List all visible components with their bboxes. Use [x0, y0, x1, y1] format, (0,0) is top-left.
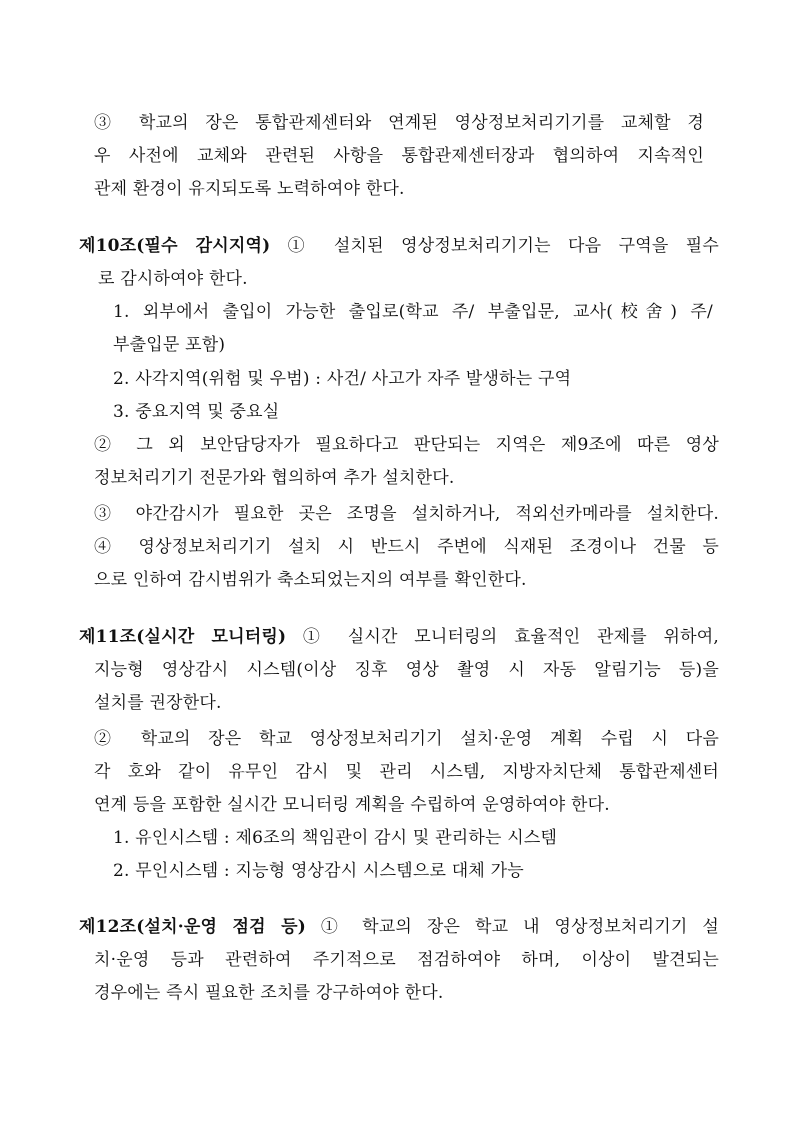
text-line	[113, 827, 557, 849]
text-line	[113, 860, 524, 882]
text-line	[113, 401, 279, 423]
line-text: 설치를 권장한다.	[94, 693, 222, 713]
line-text: 각 호와 같이 유무인 감시 및 관리 시스템, 지방자치단체 통합관제센터	[94, 762, 719, 782]
text-line	[98, 268, 248, 290]
text-line	[94, 659, 719, 681]
line-text: 정보처리기기 전문가와 협의하여 추가 설치한다.	[94, 468, 455, 488]
line-text: 1. 외부에서 출입이 가능한 출입로(학교 주/ 부출입문, 교사(校舍) 주/	[113, 302, 713, 322]
text-line	[94, 112, 704, 134]
text-line	[94, 692, 222, 714]
line-text: ① 실시간 모니터링의 효율적인 관제를 위하여,	[286, 627, 719, 647]
line-text: ③ 야간감시가 필요한 곳은 조명을 설치하거나, 적외선카메라를 설치한다.	[94, 504, 719, 524]
article-heading: 제10조(필수 감시지역)	[79, 236, 271, 256]
text-line	[94, 503, 719, 525]
text-line	[94, 728, 719, 750]
line-text: 경우에는 즉시 필요한 조치를 강구하여야 한다.	[94, 983, 444, 1003]
text-line	[94, 569, 527, 591]
text-line	[94, 434, 719, 456]
text-line	[94, 145, 704, 167]
article-heading: 제11조(실시간 모니터링)	[79, 627, 287, 647]
line-text: 으로 인하여 감시범위가 축소되었는지의 여부를 확인한다.	[94, 570, 527, 590]
text-line	[94, 794, 610, 816]
text-line	[113, 334, 225, 356]
text-line	[113, 301, 713, 323]
line-text: 지능형 영상감시 시스템(이상 징후 영상 촬영 시 자동 알림기능 등)을	[94, 660, 719, 680]
text-line	[79, 626, 719, 648]
line-text: ③ 학교의 장은 통합관제센터와 연계된 영상정보처리기기를 교체할 경	[94, 113, 704, 133]
line-text: 연계 등을 포함한 실시간 모니터링 계획을 수립하여 운영하여야 한다.	[94, 795, 610, 815]
text-line	[94, 949, 719, 971]
line-text: ① 학교의 장은 학교 내 영상정보처리기기 설	[306, 917, 719, 937]
text-line	[94, 178, 405, 200]
text-line	[79, 235, 719, 257]
line-text: 1. 유인시스템 : 제6조의 책임관이 감시 및 관리하는 시스템	[113, 828, 558, 848]
line-text: 우 사전에 교체와 관련된 사항을 통합관제센터장과 협의하여 지속적인	[94, 146, 704, 166]
text-line	[94, 982, 443, 1004]
line-text: ② 학교의 장은 학교 영상정보처리기기 설치·운영 계획 수립 시 다음	[94, 729, 719, 749]
line-text: 3. 중요지역 및 중요실	[113, 402, 280, 422]
line-text: 2. 무인시스템 : 지능형 영상감시 시스템으로 대체 가능	[113, 861, 524, 881]
line-text: 로 감시하여야 한다.	[98, 269, 248, 289]
line-text: 2. 사각지역(위험 및 우범) : 사건/ 사고가 자주 발생하는 구역	[113, 369, 572, 389]
text-line	[94, 761, 719, 783]
line-text: 치·운영 등과 관련하여 주기적으로 점검하여야 하며, 이상이 발견되는	[94, 950, 719, 970]
line-text: ① 설치된 영상정보처리기기는 다음 구역을 필수	[270, 236, 719, 256]
text-line	[94, 536, 719, 558]
line-text: 관제 환경이 유지되도록 노력하여야 한다.	[94, 179, 405, 199]
line-text: ④ 영상정보처리기기 설치 시 반드시 주변에 식재된 조경이나 건물 등	[94, 537, 719, 557]
line-text: 부출입문 포함)	[113, 335, 226, 355]
text-line	[94, 467, 454, 489]
article-heading: 제12조(설치·운영 점검 등)	[79, 917, 306, 937]
line-text: ② 그 외 보안담당자가 필요하다고 판단되는 지역은 제9조에 따른 영상	[94, 435, 719, 455]
text-line	[79, 916, 719, 938]
text-line	[113, 368, 571, 390]
